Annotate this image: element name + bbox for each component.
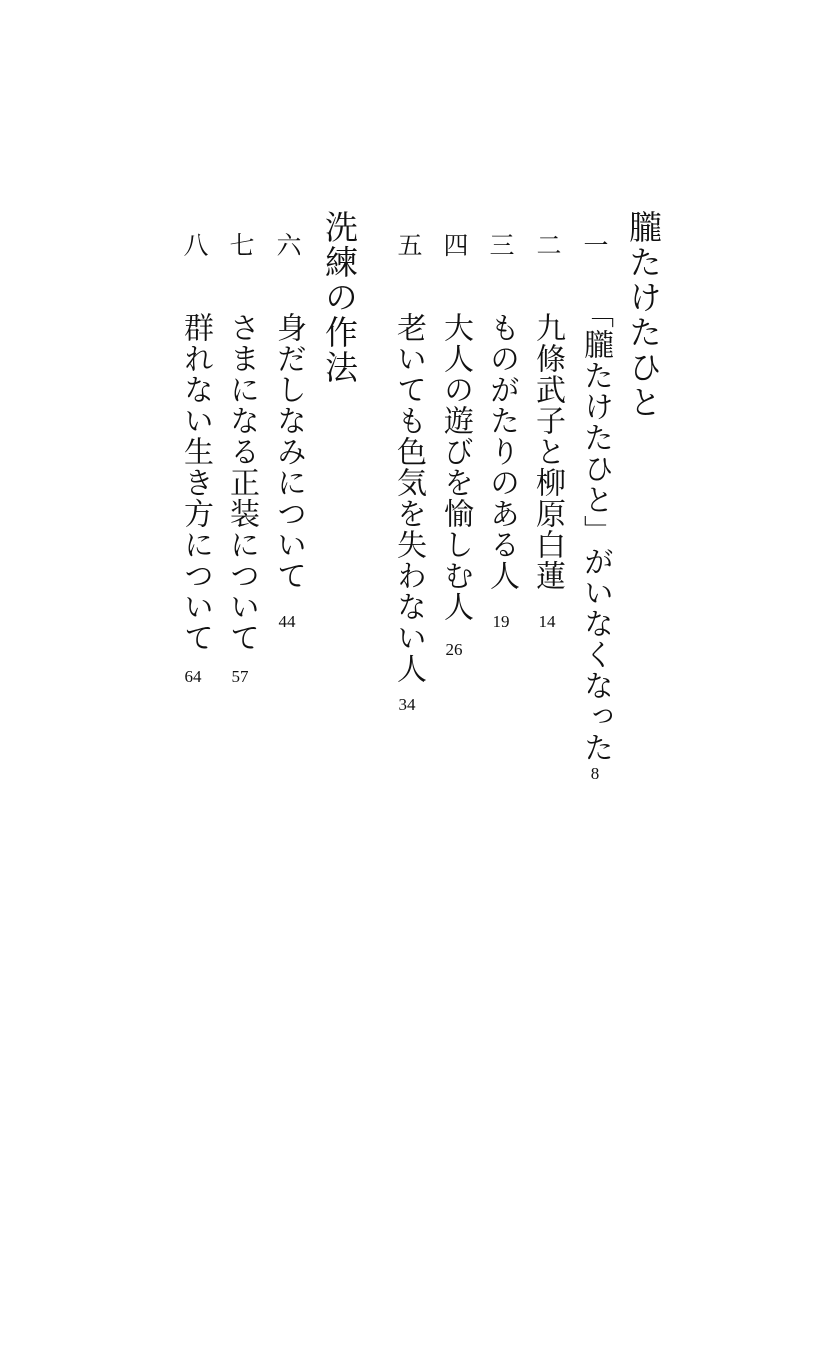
section-title-1: 朧たけたひと <box>624 210 663 420</box>
page-number: 19 <box>492 612 510 631</box>
page-number: 64 <box>184 667 202 686</box>
entry-title: さまになる正装について <box>224 312 259 653</box>
entry-number: 六 <box>273 232 302 257</box>
entry-title: ものがたりのある人 <box>484 312 519 591</box>
page-number: 26 <box>445 640 463 659</box>
page-number: 34 <box>398 695 416 714</box>
page-number: 44 <box>278 612 296 631</box>
entry-title: 大人の遊びを愉しむ人 <box>438 312 473 622</box>
section-title-2: 洗練の作法 <box>320 210 359 385</box>
entry-title: 「朧たけたひと」がいなくなった <box>578 298 613 763</box>
entry-title: 老いても色気を失わない人 <box>391 312 426 684</box>
page-number: 8 <box>590 764 600 783</box>
entry-number: 五 <box>394 232 423 257</box>
entry-number: 二 <box>533 232 562 257</box>
entry-number: 七 <box>226 232 255 257</box>
entry-number: 八 <box>180 232 209 257</box>
entry-number: 一 <box>580 232 609 257</box>
page-number: 14 <box>538 612 556 631</box>
entry-title: 九條武子と柳原白蓮 <box>530 312 565 591</box>
page-number: 57 <box>231 667 249 686</box>
entry-title: 群れない生き方について <box>178 312 213 653</box>
entry-title: 身だしなみについて <box>271 312 306 591</box>
entry-number: 三 <box>486 232 515 257</box>
entry-number: 四 <box>440 232 469 257</box>
